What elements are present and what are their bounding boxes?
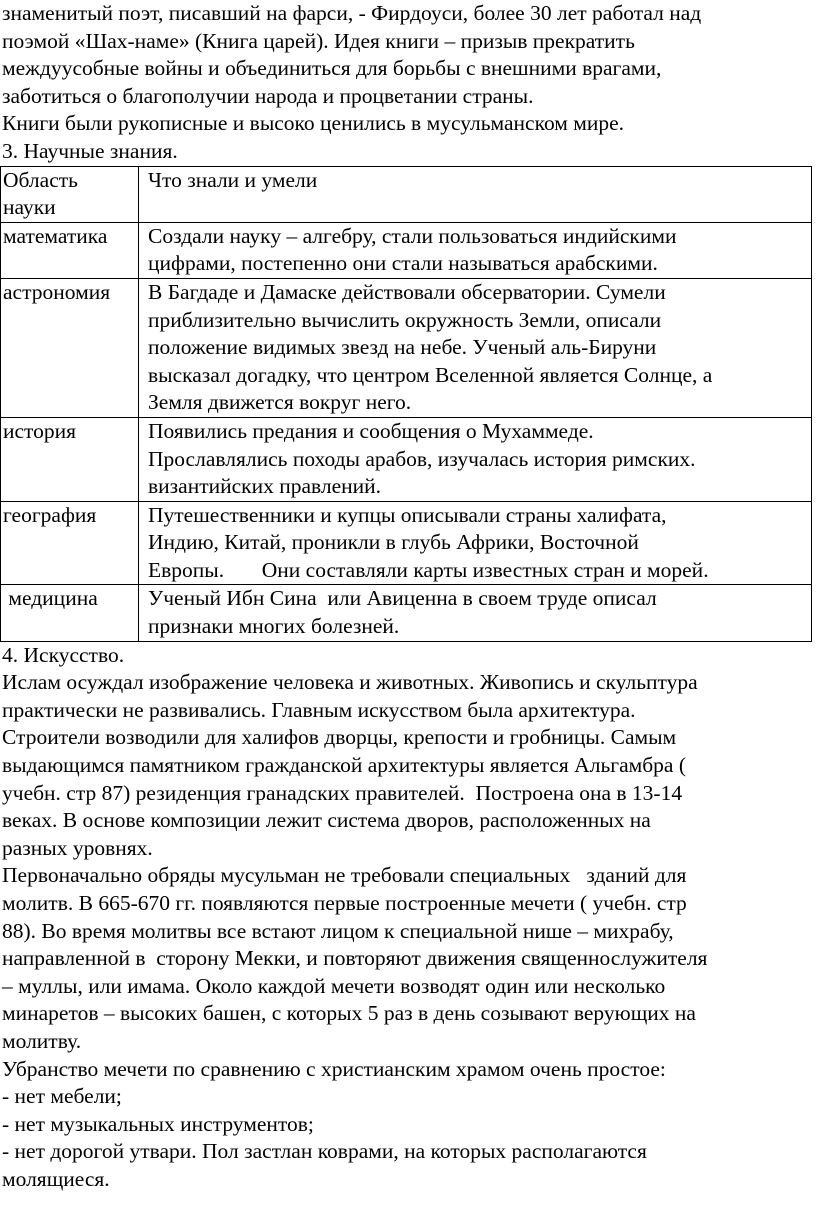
text-line: разных уровнях. — [2, 835, 153, 860]
area-cell — [1, 222, 139, 278]
area-label: история — [3, 418, 77, 443]
knowledge-cell — [139, 501, 812, 585]
area-cell — [1, 501, 139, 585]
table-row — [1, 501, 812, 585]
table-row — [1, 222, 812, 278]
text-line: учебн. стр 87) резиденция гранадских правителей. Построена она в 13-14 — [2, 780, 683, 805]
art-section — [2, 642, 816, 1194]
knowledge-line: Путешественники и купцы описывали страны халифата, — [148, 502, 667, 527]
text-line: – муллы, или имама. Около каждой мечети возводят один или несколько — [2, 973, 666, 998]
knowledge-line: высказал догадку, что центром Вселенной является Солнце, а — [148, 362, 713, 387]
text-line: молящиеся. — [2, 1166, 110, 1191]
science-table — [0, 166, 812, 642]
text-line: молитву. — [2, 1028, 82, 1053]
knowledge-line: Появились предания и сообщения о Мухаммеде. — [148, 418, 594, 443]
area-cell — [1, 278, 139, 417]
text-line: минаретов – высоких башен, с которых 5 раз в день созывают верующих на — [2, 1001, 696, 1026]
area-cell — [1, 585, 139, 641]
text-line: знаменитый поэт, писавший на фарси, - Фирдоуси, более 30 лет работал над — [2, 1, 702, 25]
knowledge-line: Ученый Ибн Сина или Авиценна в своем труде описал — [148, 586, 657, 611]
table-row — [1, 417, 812, 501]
text-line: Первоначально обряды мусульман не требовали специальных зданий для — [2, 863, 687, 888]
text-line: 88). Во время молитвы все встают лицом к специальной нише – михрабу, — [2, 918, 674, 943]
section-heading-science: 3. Научные знания. — [2, 138, 178, 163]
area-label: астрономия — [3, 279, 111, 304]
knowledge-line: Европы. Они составляли карты известных стран и морей. — [148, 557, 709, 582]
knowledge-line: В Багдаде и Дамаске действовали обсерватории. Сумели — [148, 279, 666, 304]
header-area-line: Область — [3, 167, 78, 192]
knowledge-line: византийских правлений. — [148, 474, 382, 499]
section-heading-art: 4. Искусство. — [2, 642, 125, 667]
table-header-row — [1, 166, 812, 222]
header-knowledge-line: Что знали и умели — [148, 167, 318, 192]
list-item: - нет мебели; — [2, 1084, 122, 1109]
text-line: заботиться о благополучии народа и процветании страны. — [2, 83, 534, 108]
text-line: направленной в сторону Мекки, и повторяют движения священнослужителя — [2, 946, 708, 971]
area-label: география — [3, 502, 97, 527]
text-line: практически не развивались. Главным искусством была архитектура. — [2, 697, 636, 722]
knowledge-cell — [139, 278, 812, 417]
text-line: веках. В основе композиции лежит система дворов, расположенных на — [2, 808, 651, 833]
table-row — [1, 278, 812, 417]
text-line: молитв. В 665-670 гг. появляются первые построенные мечети ( учебн. стр — [2, 891, 687, 915]
text-line: Строители возводили для халифов дворцы, крепости и гробницы. Самым — [2, 725, 677, 750]
list-item: - нет музыкальных инструментов; — [2, 1111, 314, 1136]
knowledge-line: цифрами, постепенно они стали называться арабскими. — [148, 251, 658, 276]
knowledge-line: положение видимых звезд на небе. Ученый аль-Бируни — [148, 335, 657, 360]
intro-text — [2, 0, 816, 166]
knowledge-cell — [139, 222, 812, 278]
knowledge-cell — [139, 585, 812, 641]
text-line: Книги были рукописные и высоко ценились в мусульманском мире. — [2, 111, 625, 136]
area-label: математика — [3, 223, 108, 248]
list-item: - нет дорогой утвари. Пол застлан коврами, на которых располагаются — [2, 1139, 647, 1164]
knowledge-line: Земля движется вокруг него. — [148, 390, 412, 415]
area-cell — [1, 417, 139, 501]
knowledge-line: приблизительно вычислить окружность Земли, описали — [148, 307, 662, 332]
header-area-line: науки — [3, 195, 56, 220]
text-line: междуусобные войны и объединиться для борьбы с внешними врагами, — [2, 56, 662, 81]
knowledge-line: Индию, Китай, проникли в глубь Африки, Восточной — [148, 530, 639, 555]
header-cell-knowledge — [139, 166, 812, 222]
knowledge-line: признаки многих болезней. — [148, 614, 400, 639]
table-row — [1, 585, 812, 641]
text-line: поэмой «Шах-наме» (Книга царей). Идея книги – призыв прекратить — [2, 28, 635, 53]
text-line: выдающимся памятником гражданской архитектуры является Альгамбра ( — [2, 753, 686, 778]
text-line: Ислам осуждал изображение человека и животных. Живопись и скульптура — [2, 670, 698, 695]
header-cell-area — [1, 166, 139, 222]
knowledge-line: Создали науку – алгебру, стали пользоваться индийскими — [148, 223, 677, 248]
area-label: медицина — [3, 586, 98, 611]
text-line: Убранство мечети по сравнению с христианским храмом очень простое: — [2, 1056, 666, 1081]
knowledge-line: Прославлялись походы арабов, изучалась история римских. — [148, 446, 696, 471]
knowledge-cell — [139, 417, 812, 501]
